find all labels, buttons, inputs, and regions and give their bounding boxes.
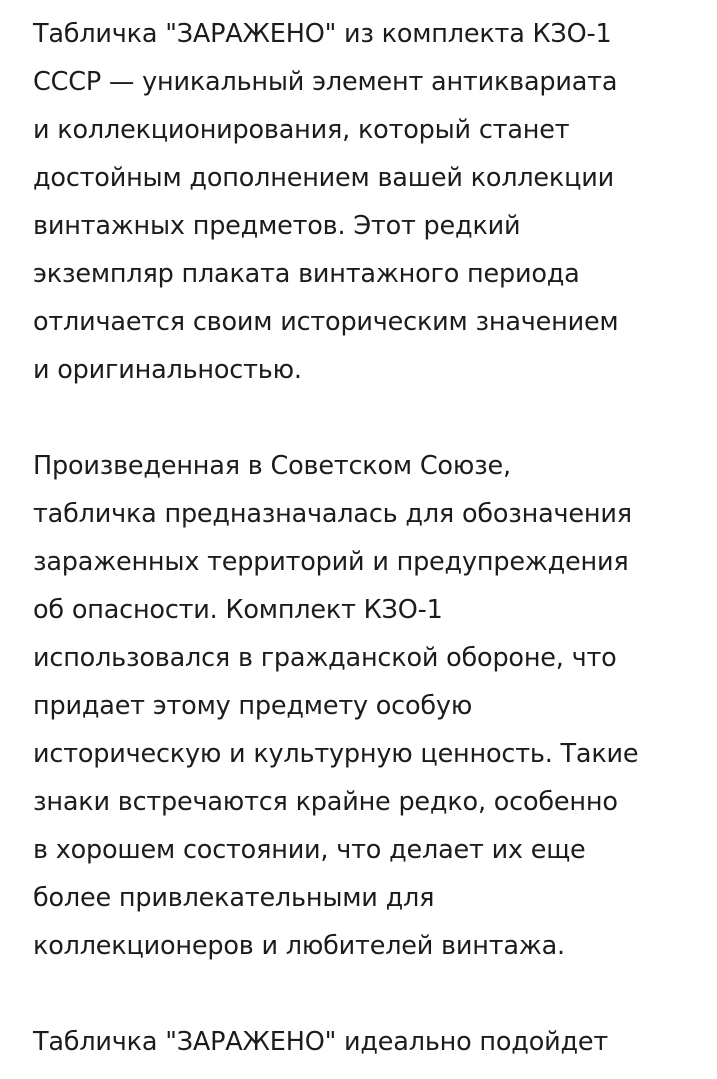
article-body	[33, 10, 703, 1066]
text-line: зараженных территорий и предупреждения	[33, 547, 629, 577]
text-line: более привлекательными для	[33, 883, 435, 913]
text-line: использовался в гражданской обороне, что	[33, 643, 617, 673]
text-line: отличается своим историческим значением	[33, 307, 619, 337]
paragraph-spacer	[33, 394, 703, 442]
text-line: достойным дополнением вашей коллекции	[33, 163, 615, 193]
text-line: экземпляр плаката винтажного периода	[33, 259, 580, 289]
text-line: придает этому предмету особую	[33, 691, 473, 721]
text-line: знаки встречаются крайне редко, особенно	[33, 787, 618, 817]
text-line: СССР — уникальный элемент антиквариата	[33, 67, 618, 97]
paragraph-spacer	[33, 970, 703, 1018]
text-line: историческую и культурную ценность. Такие	[33, 739, 639, 769]
text-line: и оригинальностью.	[33, 355, 302, 385]
paragraph-intro	[33, 10, 703, 394]
text-line: и коллекционирования, который станет	[33, 115, 570, 145]
paragraph-history	[33, 442, 703, 970]
text-line: об опасности. Комплект КЗО-1	[33, 595, 443, 625]
text-line: табличка предназначалась для обозначения	[33, 499, 632, 529]
text-line: Табличка "ЗАРАЖЕНО" идеально подойдет	[33, 1027, 609, 1057]
text-line: Табличка "ЗАРАЖЕНО" из комплекта КЗО-1	[33, 19, 612, 49]
text-line: Произведенная в Советском Союзе,	[33, 451, 511, 481]
paragraph-closing	[33, 1018, 703, 1066]
text-line: в хорошем состоянии, что делает их еще	[33, 835, 586, 865]
text-line: коллекционеров и любителей винтажа.	[33, 931, 565, 961]
text-line: винтажных предметов. Этот редкий	[33, 211, 521, 241]
